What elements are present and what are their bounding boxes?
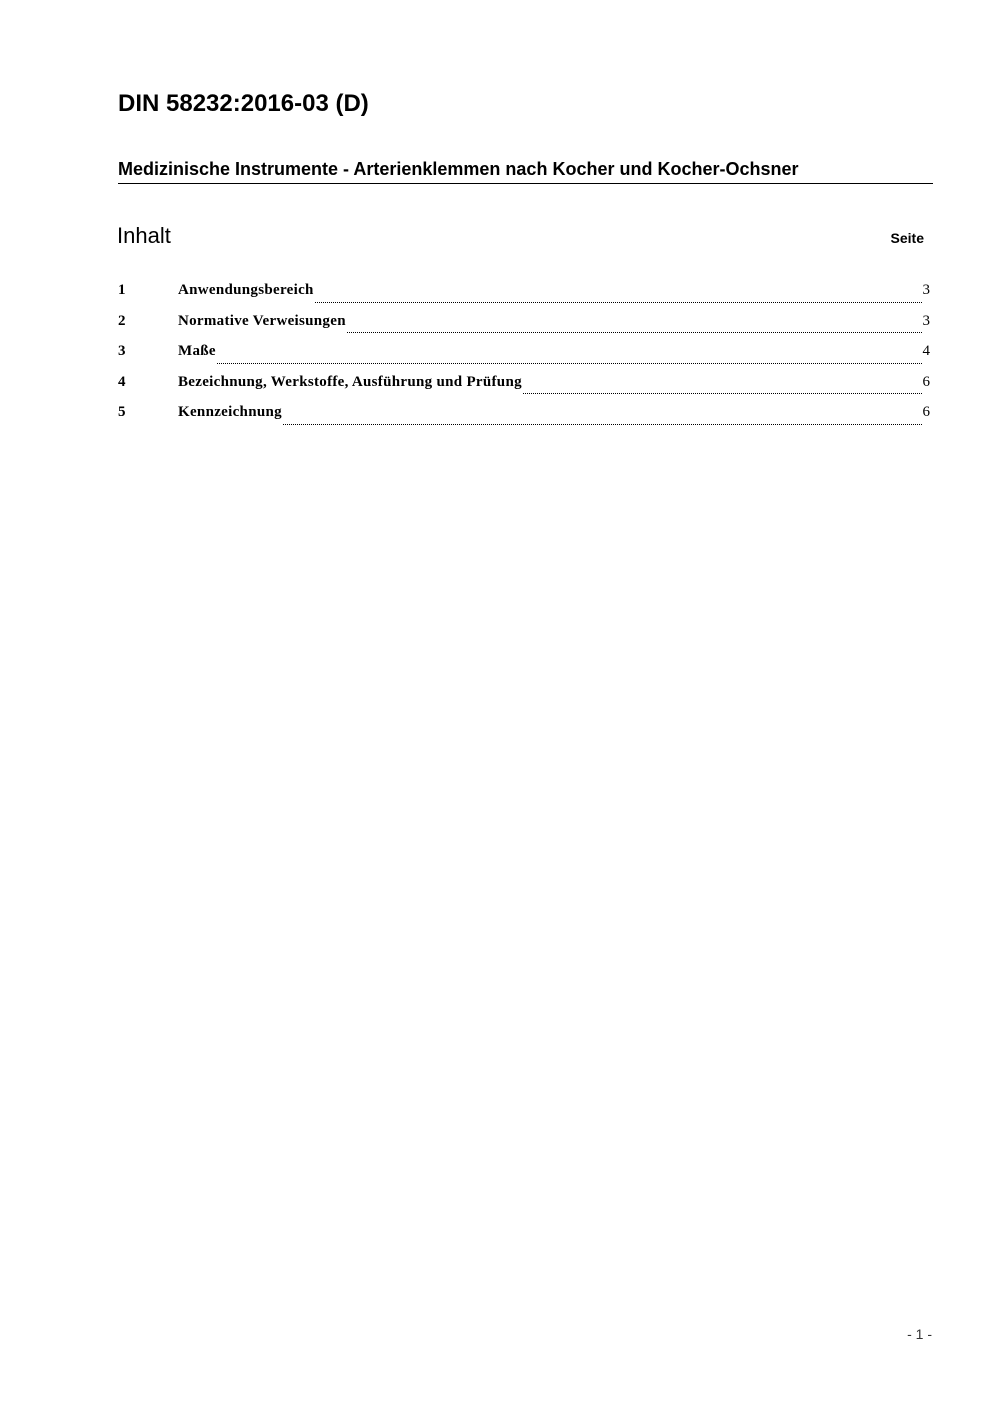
toc-entry-label: Bezeichnung, Werkstoffe, Ausführung und Prüfung xyxy=(178,373,522,390)
document-number: DIN 58232:2016-03 (D) xyxy=(118,90,369,117)
toc-entry-number: 2 xyxy=(118,312,126,329)
toc-entry-anwendungsbereich[interactable] xyxy=(118,279,930,310)
toc-entry-label: Kennzeichnung xyxy=(178,404,282,420)
toc-entry-page: 3 xyxy=(922,282,930,298)
toc-entry-page: 4 xyxy=(922,343,930,359)
document-title: Medizinische Instrumente - Arterienklemmen nach Kocher und Kocher-Ochsner xyxy=(118,159,799,179)
toc-entry-label: Normative Verweisungen xyxy=(178,312,346,329)
toc-entry-normative-verweisungen[interactable] xyxy=(118,310,930,341)
page-number: - 1 - xyxy=(907,1326,932,1342)
toc-heading: Inhalt xyxy=(117,223,171,248)
toc-entry-page: 6 xyxy=(922,404,930,420)
toc-dot-leader xyxy=(217,362,922,364)
table-of-contents xyxy=(118,279,930,432)
toc-entry-kennzeichnung[interactable] xyxy=(118,401,930,432)
toc-entry-number: 1 xyxy=(118,282,126,298)
toc-entry-label: Maße xyxy=(178,343,216,359)
toc-entry-number: 4 xyxy=(118,373,126,390)
toc-entry-page: 3 xyxy=(922,312,930,329)
toc-entry-number: 3 xyxy=(118,343,126,359)
toc-dot-leader xyxy=(523,392,922,394)
toc-entry-number: 5 xyxy=(118,404,126,420)
toc-entry-masse[interactable] xyxy=(118,340,930,371)
toc-entry-bezeichnung[interactable] xyxy=(118,371,930,402)
toc-entry-page: 6 xyxy=(922,373,930,390)
toc-page-column-heading: Seite xyxy=(890,230,924,246)
toc-dot-leader xyxy=(347,331,922,333)
toc-dot-leader xyxy=(315,301,922,303)
toc-entry-label: Anwendungsbereich xyxy=(178,282,314,298)
document-title-block xyxy=(118,156,933,184)
toc-dot-leader xyxy=(283,423,922,425)
